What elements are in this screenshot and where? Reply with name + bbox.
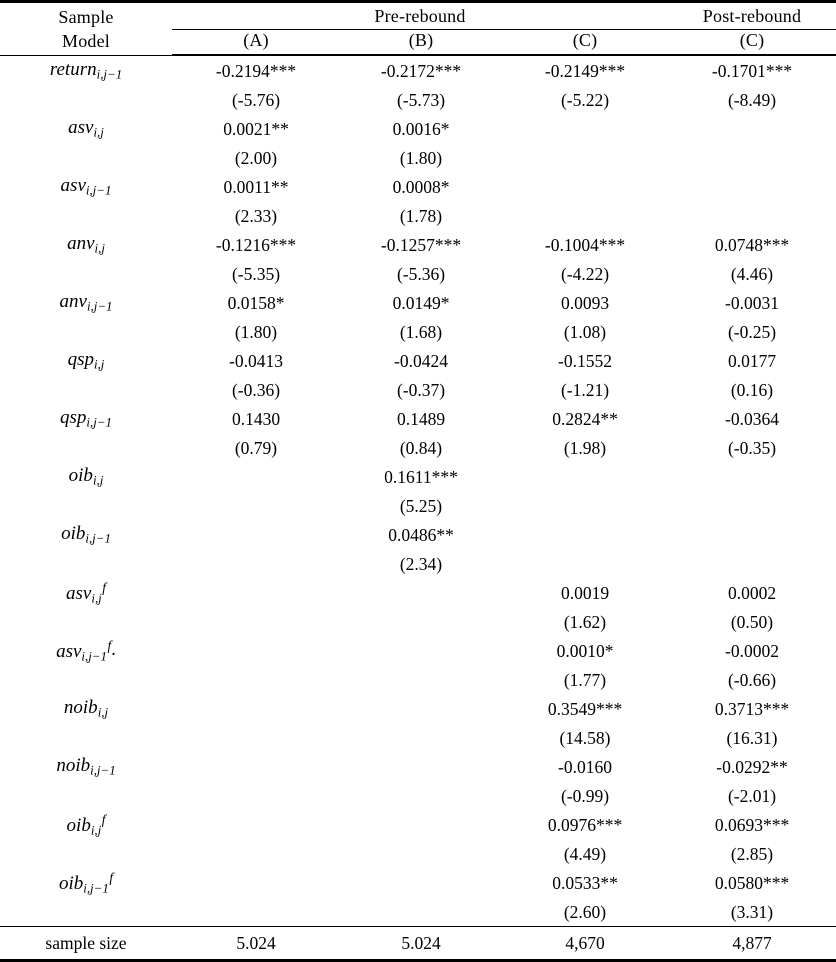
variable-subscript: i,j−1 — [96, 66, 123, 82]
tstatistic-cell: (3.31) — [730, 901, 774, 922]
tstatistic-cell: (-2.01) — [727, 785, 777, 806]
table-row — [0, 86, 836, 114]
tstatistic-cell: (-5.35) — [231, 263, 281, 284]
variable-label: qsp$_{i,j}$ — [67, 349, 105, 372]
table-row — [0, 608, 836, 636]
tstatistic-cell — [502, 492, 668, 520]
tstatistic-cell — [340, 898, 502, 927]
row-label-cell-empty — [0, 608, 172, 636]
variable-label: qsp$_{i,j-1}$ — [60, 407, 112, 430]
coefficient-cell — [340, 752, 502, 782]
coefficient-cell: 0.0010* — [556, 640, 614, 661]
group-header-post-rebound: Post-rebound — [668, 3, 836, 30]
table-row — [0, 260, 836, 288]
coefficient-cell: -0.1004*** — [544, 234, 626, 255]
row-label-cell — [0, 462, 172, 492]
sample-size-cell: 5.024 — [401, 932, 441, 953]
coefficient-cell — [172, 868, 340, 898]
tstatistic-cell: (-5.76) — [231, 89, 281, 110]
row-label-cell — [0, 230, 172, 260]
row-label-cell-empty — [0, 144, 172, 172]
tstatistic-cell: (-5.73) — [396, 89, 446, 110]
row-label-cell — [0, 752, 172, 782]
coefficient-cell — [340, 694, 502, 724]
tstatistic-cell: (1.68) — [399, 321, 443, 342]
coefficient-cell: 0.1611*** — [384, 466, 458, 487]
row-label-cell-empty — [0, 86, 172, 114]
row-label-cell — [0, 810, 172, 840]
variable-label: asv$_{i,j}$ — [68, 117, 104, 140]
coefficient-cell — [172, 752, 340, 782]
tstatistic-cell: (2.00) — [234, 147, 278, 168]
coefficient-cell — [340, 810, 502, 840]
tstatistic-cell: (4.49) — [563, 843, 607, 864]
table-row — [0, 56, 836, 87]
variable-subscript: i,j−1 — [85, 530, 111, 546]
table-row — [0, 724, 836, 752]
row-label-cell — [0, 346, 172, 376]
coefficient-cell: 0.0011** — [223, 176, 289, 197]
row-label-cell — [0, 56, 172, 87]
tstatistic-cell: (0.79) — [234, 437, 278, 458]
table-row — [0, 752, 836, 782]
coefficient-cell — [340, 636, 502, 666]
coefficient-cell: 0.0748*** — [714, 234, 790, 255]
header-group-row — [0, 3, 836, 30]
coefficient-cell: -0.0031 — [725, 292, 779, 313]
coefficient-cell: 0.0019 — [560, 582, 610, 603]
coefficient-cell — [668, 520, 836, 550]
tstatistic-cell — [340, 608, 502, 636]
table-row — [0, 172, 836, 202]
coefficient-cell: 0.0580*** — [714, 872, 790, 893]
coefficient-cell — [172, 520, 340, 550]
tstatistic-cell — [668, 144, 836, 172]
coefficient-cell: 0.0021** — [223, 118, 289, 139]
coefficient-cell: -0.1552 — [558, 350, 612, 371]
model-header-3: (C) — [668, 30, 836, 55]
coefficient-cell: 0.0016* — [392, 118, 450, 139]
model-header-2: (C) — [502, 30, 668, 55]
variable-subscript: i,j−1 — [86, 298, 113, 314]
table-row — [0, 492, 836, 520]
table-row — [0, 404, 836, 434]
variable-subscript: i,j−1 — [83, 880, 109, 896]
table-row — [0, 578, 836, 608]
row-label-cell-empty — [0, 782, 172, 810]
sample-size-label: sample size — [45, 932, 127, 953]
variable-subscript: i,j−1 — [90, 762, 116, 778]
tstatistic-cell: (0.84) — [399, 437, 443, 458]
variable-label: asv$_{i,j}^f$ — [66, 579, 106, 606]
tstatistic-cell — [340, 840, 502, 868]
coefficient-cell: 0.3713*** — [714, 698, 790, 719]
coefficient-cell: 0.0002 — [727, 582, 777, 603]
tstatistic-cell: (-0.66) — [727, 669, 777, 690]
table-row — [0, 230, 836, 260]
coefficient-cell: 0.0693*** — [714, 814, 790, 835]
stub-header-model: Model — [62, 30, 110, 51]
row-label-cell-empty — [0, 550, 172, 578]
coefficient-cell — [340, 578, 502, 608]
tstatistic-cell — [502, 550, 668, 578]
coefficient-cell: 0.0158* — [227, 292, 285, 313]
tstatistic-cell: (-8.49) — [727, 89, 777, 110]
table-row — [0, 202, 836, 230]
sample-size-cell: 5.024 — [236, 932, 276, 953]
variable-label: asv$_{i,j-1}^f$. — [56, 637, 116, 664]
table-row — [0, 114, 836, 144]
coefficient-cell: 0.1489 — [396, 408, 446, 429]
coefficient-cell — [172, 810, 340, 840]
tstatistic-cell — [340, 666, 502, 694]
row-label-cell-empty — [0, 724, 172, 752]
table-row — [0, 288, 836, 318]
coefficient-cell — [172, 636, 340, 666]
coefficient-cell: -0.0002 — [725, 640, 779, 661]
tstatistic-cell — [172, 666, 340, 694]
tstatistic-cell: (2.34) — [399, 553, 443, 574]
table-row — [0, 462, 836, 492]
tstatistic-cell — [502, 144, 668, 172]
variable-subscript: i,j−1 — [86, 414, 112, 430]
table-row — [0, 346, 836, 376]
rule — [0, 959, 836, 961]
tstatistic-cell — [502, 202, 668, 230]
table-bottom-rule — [0, 959, 836, 961]
variable-subscript: i,j−1 — [85, 182, 112, 198]
tstatistic-cell — [172, 608, 340, 636]
tstatistic-cell — [172, 492, 340, 520]
sample-size-cell: 4,877 — [732, 932, 772, 953]
coefficient-cell — [668, 462, 836, 492]
variable-label: return$_{i,j-1}$ — [49, 59, 123, 82]
tstatistic-cell: (0.50) — [730, 611, 774, 632]
variable-label: anv$_{i,j}$ — [67, 233, 105, 256]
table-row — [0, 318, 836, 346]
tstatistic-cell — [340, 782, 502, 810]
tstatistic-cell: (16.31) — [726, 727, 778, 748]
row-label-cell — [0, 694, 172, 724]
variable-label: asv$_{i,j-1}$ — [60, 175, 112, 198]
table-row — [0, 898, 836, 927]
variable-subscript: i,j — [93, 124, 104, 140]
coefficient-cell: 0.0486** — [388, 524, 454, 545]
variable-trailing-mark: . — [111, 638, 116, 660]
coefficient-cell: 0.0533** — [552, 872, 618, 893]
table-row — [0, 520, 836, 550]
coefficient-cell: -0.0413 — [229, 350, 283, 371]
coefficient-cell: -0.1216*** — [215, 234, 297, 255]
tstatistic-cell: (2.60) — [563, 901, 607, 922]
variable-superscript: f — [109, 869, 114, 885]
coefficient-cell: 0.2824** — [552, 408, 618, 429]
coefficient-cell: 0.3549*** — [547, 698, 623, 719]
model-header-0: (A) — [172, 30, 340, 55]
variable-subscript: i,j — [91, 590, 102, 606]
variable-label: oib$_{i,j-1}^f$ — [58, 869, 114, 896]
variable-label: oib$_{i,j}$ — [68, 465, 104, 488]
variable-superscript: f — [101, 811, 106, 827]
coefficient-cell: -0.2194*** — [215, 60, 297, 81]
variable-subscript: i,j — [94, 356, 105, 372]
coefficient-cell — [502, 172, 668, 202]
variable-subscript: i,j — [94, 240, 105, 256]
coefficient-cell: -0.0364 — [725, 408, 779, 429]
tstatistic-cell: (-5.36) — [396, 263, 446, 284]
tstatistic-cell: (1.98) — [563, 437, 607, 458]
variable-label: oib$_{i,j}^f$ — [66, 811, 106, 838]
row-label-cell-empty — [0, 840, 172, 868]
table-row — [0, 694, 836, 724]
coefficient-cell — [502, 520, 668, 550]
row-label-cell — [0, 288, 172, 318]
header-model-row — [0, 30, 836, 55]
sample-size-row — [0, 927, 836, 959]
row-label-cell — [0, 172, 172, 202]
row-label-cell-empty — [0, 666, 172, 694]
row-label-cell-empty — [0, 202, 172, 230]
table-row — [0, 376, 836, 404]
tstatistic-cell: (-0.35) — [727, 437, 777, 458]
tstatistic-cell: (-0.36) — [231, 379, 281, 400]
tstatistic-cell: (4.46) — [730, 263, 774, 284]
table-row — [0, 550, 836, 578]
tstatistic-cell: (-1.21) — [560, 379, 610, 400]
table-row — [0, 840, 836, 868]
row-label-cell-empty — [0, 260, 172, 288]
row-label-cell — [0, 868, 172, 898]
tstatistic-cell: (1.80) — [399, 147, 443, 168]
variable-subscript: i,j — [97, 704, 109, 720]
coefficient-cell: 0.0976*** — [547, 814, 623, 835]
variable-subscript: i,j−1 — [81, 648, 107, 664]
tstatistic-cell: (2.33) — [234, 205, 278, 226]
row-label-cell — [0, 578, 172, 608]
row-label-cell — [0, 636, 172, 666]
row-label-cell-empty — [0, 376, 172, 404]
tstatistic-cell — [172, 898, 340, 927]
table-row — [0, 434, 836, 462]
tstatistic-cell: (-4.22) — [560, 263, 610, 284]
coefficient-cell: 0.0149* — [392, 292, 450, 313]
table-row — [0, 810, 836, 840]
tstatistic-cell — [668, 550, 836, 578]
coefficient-cell — [172, 694, 340, 724]
tstatistic-cell: (-0.25) — [727, 321, 777, 342]
variable-subscript: i,j — [92, 472, 104, 488]
table-row — [0, 868, 836, 898]
stub-header-sample: Sample — [58, 6, 114, 27]
row-label-cell — [0, 404, 172, 434]
tstatistic-cell: (1.62) — [563, 611, 607, 632]
tstatistic-cell: (-0.99) — [560, 785, 610, 806]
coefficient-cell — [172, 578, 340, 608]
coefficient-cell — [668, 114, 836, 144]
table-row — [0, 782, 836, 810]
coefficient-cell: -0.2149*** — [544, 60, 626, 81]
sample-size-cell: 4,670 — [565, 932, 605, 953]
coefficient-cell: 0.1430 — [231, 408, 281, 429]
variable-label: oib$_{i,j-1}$ — [61, 523, 111, 546]
coefficient-cell — [172, 462, 340, 492]
variable-subscript: i,j — [90, 822, 102, 838]
row-label-cell-empty — [0, 492, 172, 520]
coefficient-cell: -0.0292** — [716, 756, 788, 777]
tstatistic-cell: (2.85) — [730, 843, 774, 864]
model-header-1: (B) — [340, 30, 502, 55]
tstatistic-cell — [668, 202, 836, 230]
tstatistic-cell: (1.08) — [563, 321, 607, 342]
variable-label: noib$_{i,j-1}$ — [56, 755, 116, 778]
coefficient-cell: 0.0008* — [392, 176, 450, 197]
coefficient-cell — [502, 114, 668, 144]
tstatistic-cell: (1.77) — [563, 669, 607, 690]
row-label-cell-empty — [0, 318, 172, 346]
group-header-pre-rebound: Pre-rebound — [172, 3, 668, 30]
row-label-cell — [0, 520, 172, 550]
variable-superscript: f — [102, 579, 106, 595]
coefficient-cell: 0.0177 — [727, 350, 777, 371]
row-label-cell — [0, 114, 172, 144]
coefficient-cell: -0.0160 — [558, 756, 612, 777]
table-row — [0, 636, 836, 666]
coefficient-cell: 0.0093 — [560, 292, 610, 313]
table-row — [0, 144, 836, 172]
coefficient-cell — [668, 172, 836, 202]
variable-label: anv$_{i,j-1}$ — [59, 291, 113, 314]
tstatistic-cell: (-0.37) — [396, 379, 446, 400]
tstatistic-cell — [172, 782, 340, 810]
variable-superscript: f — [107, 637, 112, 653]
coefficient-cell: -0.2172*** — [380, 60, 462, 81]
tstatistic-cell: (-5.22) — [560, 89, 610, 110]
tstatistic-cell — [172, 724, 340, 752]
coefficient-cell — [340, 868, 502, 898]
coefficient-cell: -0.1257*** — [380, 234, 462, 255]
tstatistic-cell: (5.25) — [399, 495, 443, 516]
tstatistic-cell: (14.58) — [559, 727, 611, 748]
table-row — [0, 666, 836, 694]
tstatistic-cell: (1.78) — [399, 205, 443, 226]
row-label-cell-empty — [0, 434, 172, 462]
tstatistic-cell: (0.16) — [730, 379, 774, 400]
tstatistic-cell — [668, 492, 836, 520]
variable-label: noib$_{i,j}$ — [63, 697, 109, 720]
row-label-cell-empty — [0, 898, 172, 927]
tstatistic-cell: (1.80) — [234, 321, 278, 342]
coefficient-cell — [502, 462, 668, 492]
tstatistic-cell — [172, 550, 340, 578]
tstatistic-cell — [172, 840, 340, 868]
coefficient-cell: -0.1701*** — [711, 60, 793, 81]
coefficient-cell: -0.0424 — [394, 350, 448, 371]
tstatistic-cell — [340, 724, 502, 752]
